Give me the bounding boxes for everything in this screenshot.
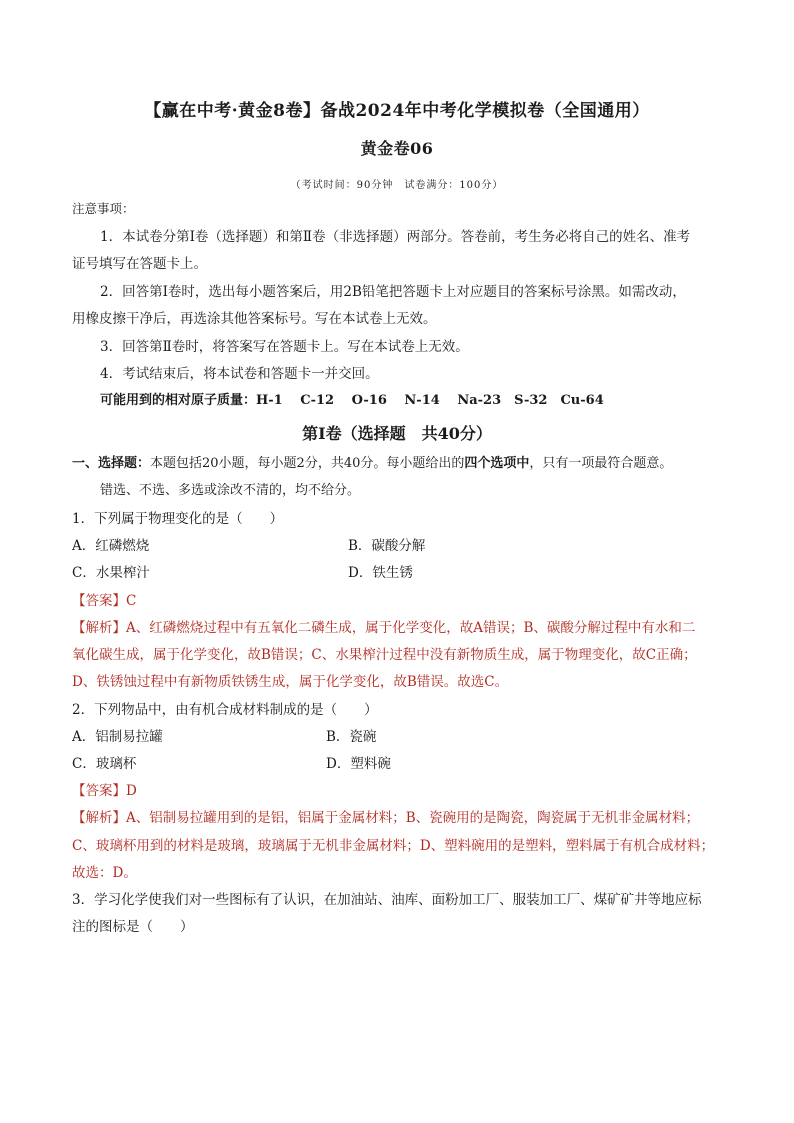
instr-bold: 四个选项中 xyxy=(464,456,530,471)
q1-stem: 1．下列属于物理变化的是（ ） xyxy=(72,511,284,527)
q2-option-c: C．玻璃杯 xyxy=(72,756,137,772)
q1-option-b: B．碳酸分解 xyxy=(348,538,426,554)
q2-answer: 【答案】D xyxy=(72,783,137,799)
instr-main: 本题包括20小题，每小题2分，共40分。每小题给出的 xyxy=(150,456,465,471)
q1-option-a: A．红磷燃烧 xyxy=(72,538,150,554)
note-1-cont: 证号填写在答题卡上。 xyxy=(72,256,207,272)
q2-analysis-2: C、玻璃杯用到的材料是玻璃，玻璃属于无机非金属材料；D、塑料碗用的是塑料，塑料属于有机合成材料； xyxy=(72,838,715,854)
notes-heading: 注意事项： xyxy=(72,201,135,216)
q2-option-b: B．瓷碗 xyxy=(326,729,377,745)
q2-stem: 2．下列物品中，由有机合成材料制成的是（ ） xyxy=(72,702,378,718)
q1-analysis-3: D、铁锈蚀过程中有新物质铁锈生成，属于化学变化，故B错误。故选C。 xyxy=(72,674,509,690)
note-1: 1．本试卷分第Ⅰ卷（选择题）和第Ⅱ卷（非选择题）两部分。答卷前，考生务必将自己的姓名、准考 xyxy=(100,229,691,245)
q3-stem-2: 注的图标是（ ） xyxy=(72,919,194,935)
section-instructions xyxy=(72,454,672,474)
atomic-masses: 可能用到的相对原子质量：H-1 C-12 O-16 N-14 Na-23 S-32 Cu-64 xyxy=(100,393,604,408)
q1-analysis-1: 【解析】A、红磷燃烧过程中有五氧化二磷生成，属于化学变化，故A错误；B、碳酸分解过程中有水和二 xyxy=(72,620,696,636)
note-3: 3．回答第Ⅱ卷时，将答案写在答题卡上。写在本试卷上无效。 xyxy=(100,339,469,355)
q3-stem-1: 3．学习化学使我们对一些图标有了认识，在加油站、油库、面粉加工厂、服装加工厂、煤矿矿井等地应标 xyxy=(72,892,702,908)
q2-analysis-3: 故选：D。 xyxy=(72,865,137,881)
instr-prefix: 一、选择题： xyxy=(72,456,151,471)
section-instructions-2: 错选、不选、多选或涂改不清的，均不给分。 xyxy=(100,483,361,498)
note-2: 2．回答第Ⅰ卷时，选出每小题答案后，用2B铅笔把答题卡上对应题目的答案标号涂黑。如需改动， xyxy=(100,284,686,300)
paper-subtitle: 黄金卷06 xyxy=(360,139,434,158)
note-2-cont: 用橡皮擦干净后，再选涂其他答案标号。写在本试卷上无效。 xyxy=(72,311,437,327)
note-4: 4．考试结束后，将本试卷和答题卡一并交回。 xyxy=(100,366,379,382)
q2-option-d: D．塑料碗 xyxy=(326,756,391,772)
q2-option-a: A．铝制易拉罐 xyxy=(72,729,163,745)
instr-tail: ，只有一项最符合题意。 xyxy=(529,456,673,471)
q1-option-d: D．铁生锈 xyxy=(348,565,413,581)
q1-answer: 【答案】C xyxy=(72,593,137,609)
q1-analysis-2: 氧化碳生成，属于化学变化，故B错误；C、水果榨汁过程中没有新物质生成，属于物理变化，故C正确； xyxy=(72,647,697,663)
q2-analysis-1: 【解析】A、铝制易拉罐用到的是铝，铝属于金属材料；B、瓷碗用的是陶瓷，陶瓷属于无机非金属材料； xyxy=(72,810,700,826)
exam-title: 【赢在中考·黄金8卷】备战2024年中考化学模拟卷（全国通用） xyxy=(144,101,650,121)
q1-option-c: C．水果榨汁 xyxy=(72,565,150,581)
exam-info: （考试时间：90分钟 试卷满分：100分） xyxy=(290,180,504,191)
section-title: 第Ⅰ卷（选择题 共40分） xyxy=(302,424,492,443)
